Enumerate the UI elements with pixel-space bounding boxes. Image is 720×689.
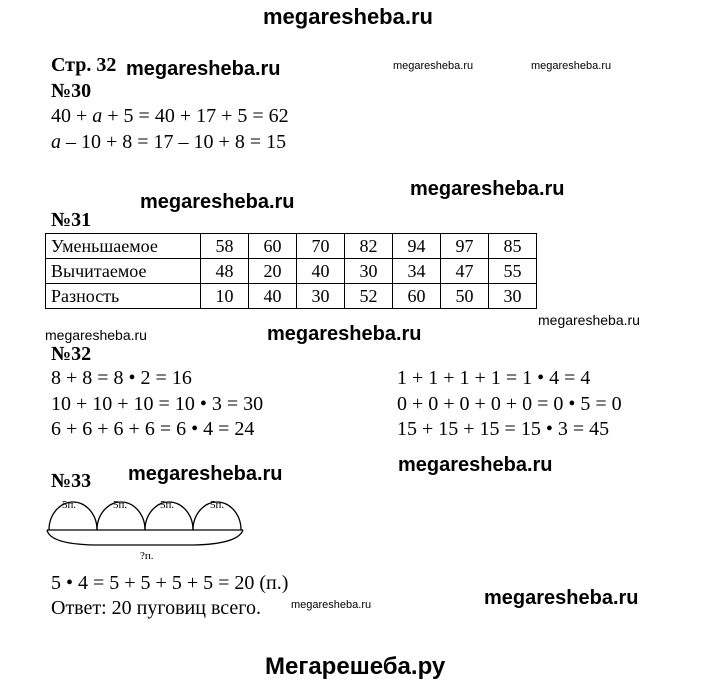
total-label: ?п. [140,550,154,560]
segment-label: 5п. [62,499,77,511]
task-30-line-2: а – 10 + 8 = 17 – 10 + 8 = 15 [51,131,287,153]
page-reference: Стр. 32 [51,54,117,76]
table-cell: 60 [249,234,297,259]
row-label: Вычитаемое [46,259,201,284]
task-32-right-line-1: 1 + 1 + 1 + 1 = 1 • 4 = 4 [397,367,591,389]
watermark-mid-right: megaresheba.ru [410,178,565,200]
table-cell: 50 [441,284,489,309]
task-30-line-1: 40 + а + 5 = 40 + 17 + 5 = 62 [51,105,289,127]
watermark-answer-small: megaresheba.ru [291,599,372,611]
table-cell: 48 [201,259,249,284]
table-row [46,284,537,309]
task-33-equation: 5 • 4 = 5 + 5 + 5 + 5 = 20 (п.) [51,572,289,594]
table-cell: 97 [441,234,489,259]
task-31-title: №31 [51,209,92,231]
task-32-left-line-3: 6 + 6 + 6 + 6 = 6 • 4 = 24 [51,418,255,440]
table-cell: 55 [489,259,537,284]
table-cell: 30 [297,284,345,309]
watermark-answer-right: megaresheba.ru [484,587,639,609]
table-cell: 34 [393,259,441,284]
task-32-right-line-2: 0 + 0 + 0 + 0 + 0 = 0 • 5 = 0 [397,393,622,415]
task-32-left-line-1: 8 + 8 = 8 • 2 = 16 [51,367,192,389]
task-33-diagram [44,488,254,560]
row-label: Уменьшаемое [46,234,201,259]
table-cell: 47 [441,259,489,284]
watermark-before32-left: megaresheba.ru [45,327,147,343]
task-32-right-line-3: 15 + 15 + 15 = 15 • 3 = 45 [397,418,610,440]
watermark-before32-center: megaresheba.ru [267,323,422,345]
total-brace [47,530,243,545]
watermark-n33-right: megaresheba.ru [398,454,553,476]
task-33-answer: Ответ: 20 пуговиц всего. [51,597,261,619]
table-cell: 85 [489,234,537,259]
table-cell: 58 [201,234,249,259]
watermark-header: megaresheba.ru [126,58,281,80]
task-32-left-line-2: 10 + 10 + 10 = 10 • 3 = 30 [51,393,264,415]
watermark-header-small-2: megaresheba.ru [531,60,612,72]
task-30-title: №30 [51,80,92,102]
table-cell: 82 [345,234,393,259]
watermark-top: megaresheba.ru [263,4,433,29]
segment-label: 5п. [160,499,175,511]
segment-label: 5п. [113,499,128,511]
table-cell: 30 [345,259,393,284]
table-cell: 20 [249,259,297,284]
table-cell: 30 [489,284,537,309]
table-cell: 94 [393,234,441,259]
task-32-title: №32 [51,343,92,365]
task-31-table [45,233,537,309]
table-cell: 70 [297,234,345,259]
table-cell: 10 [201,284,249,309]
row-label: Разность [46,284,201,309]
watermark-header-small-1: megaresheba.ru [393,60,474,72]
watermark-mid-left: megaresheba.ru [140,191,295,213]
table-cell: 40 [249,284,297,309]
footer-brand: Мегарешеба.ру [265,653,446,680]
task-33-title: №33 [51,470,92,492]
table-cell: 52 [345,284,393,309]
table-cell: 40 [297,259,345,284]
segment-label: 5п. [210,499,225,511]
table-cell: 60 [393,284,441,309]
table-row [46,234,537,259]
table-row [46,259,537,284]
watermark-before32-right: megaresheba.ru [538,312,640,328]
watermark-n33-center: megaresheba.ru [128,463,283,485]
